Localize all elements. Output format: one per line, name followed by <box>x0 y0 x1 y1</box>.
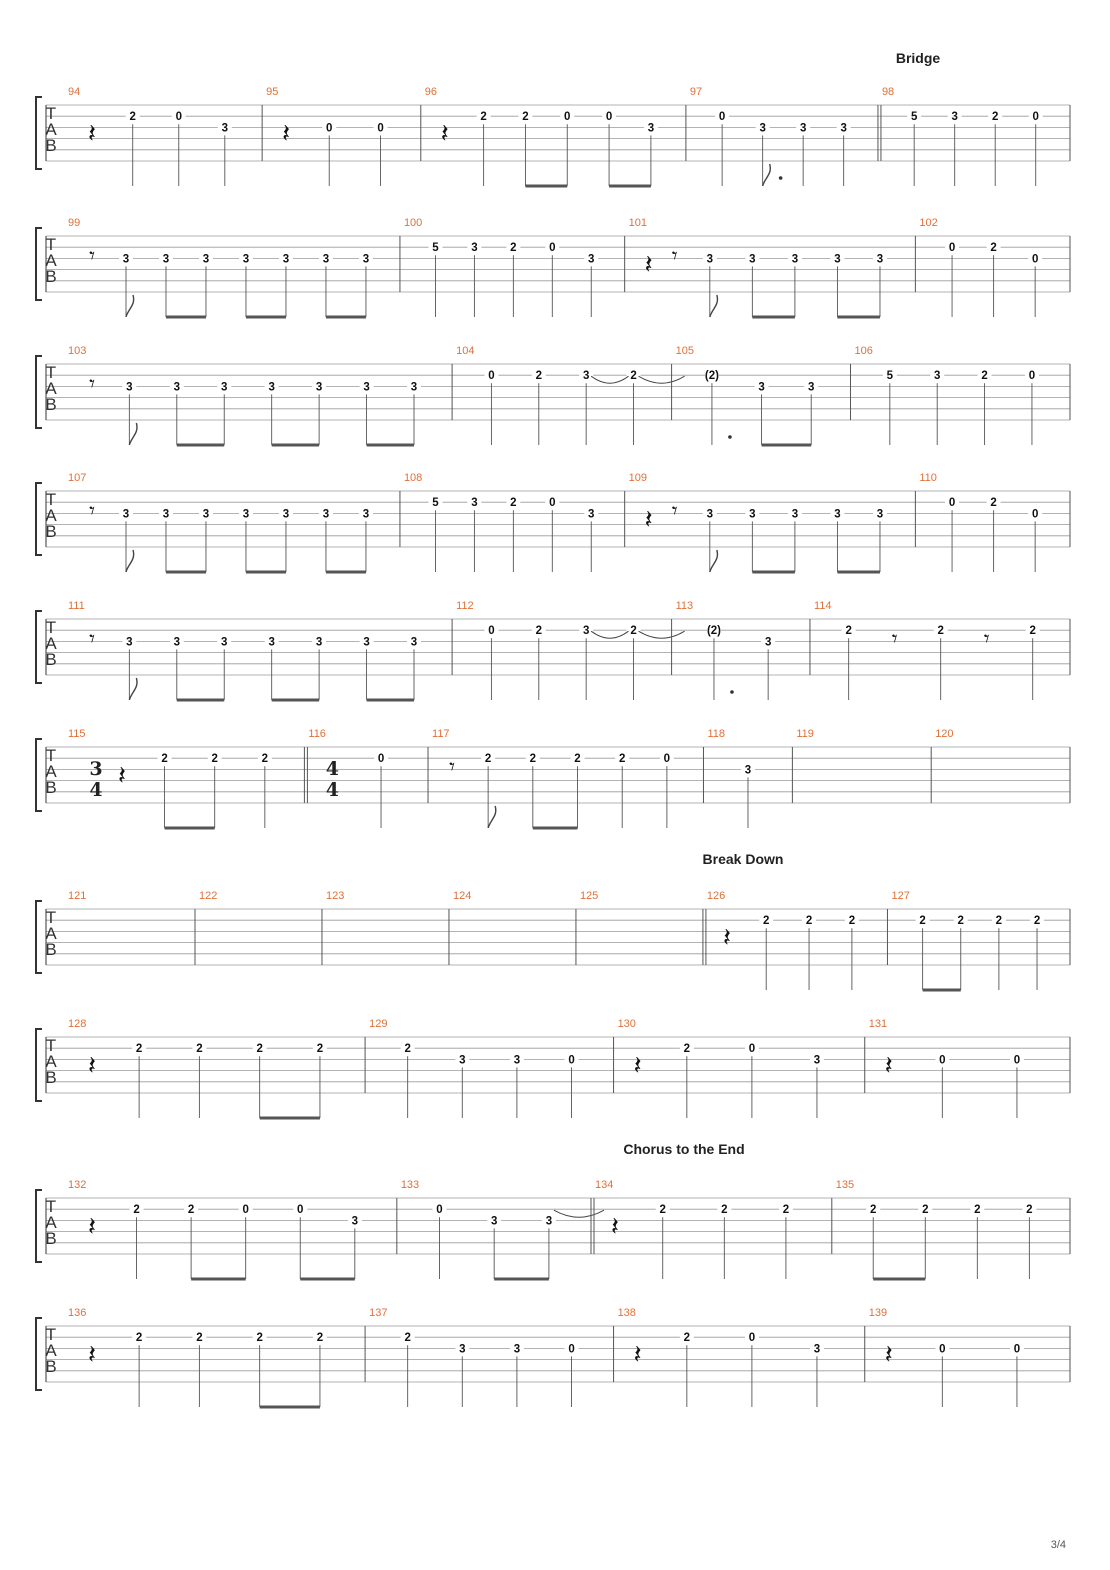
fret-number: 0 <box>663 753 671 766</box>
fret-number: 3 <box>221 636 228 649</box>
fret-number: 3 <box>513 1343 521 1356</box>
fret-number: 2 <box>129 111 136 124</box>
tab-clef-letter: A <box>45 379 57 398</box>
measure-number: 100 <box>403 217 423 229</box>
fret-number: 2 <box>845 625 852 638</box>
measure-number: 118 <box>707 728 726 740</box>
fret-number: 0 <box>605 111 613 124</box>
note-flag <box>129 423 137 445</box>
quarter-rest: 𝄽 <box>633 1340 642 1370</box>
fret-number: 2 <box>404 1043 411 1056</box>
measure-number: 98 <box>881 86 895 98</box>
measure-number: 136 <box>68 1307 87 1319</box>
fret-number: 0 <box>1028 370 1036 383</box>
tab-clef-letter: B <box>45 940 57 959</box>
eighth-rest: 𝄾 <box>983 627 990 652</box>
note-flag <box>710 550 718 572</box>
quarter-rest: 𝄽 <box>722 923 731 953</box>
fret-number: 2 <box>484 753 492 766</box>
fret-number: 3 <box>758 381 765 394</box>
fret-number: 0 <box>1031 508 1039 521</box>
fret-number: 2 <box>957 915 964 928</box>
fret-number: 0 <box>297 1204 304 1217</box>
fret-number: 0 <box>377 753 385 766</box>
quarter-rest: 𝄽 <box>884 1340 893 1370</box>
tab-clef-letter: A <box>45 924 57 943</box>
fret-number: 2 <box>782 1204 790 1217</box>
fret-number: 3 <box>791 253 799 266</box>
measure-number: 103 <box>68 345 87 357</box>
note-flag <box>126 550 134 572</box>
system-bracket <box>36 97 42 169</box>
fret-number: 5 <box>432 242 439 255</box>
fret-number: 3 <box>951 111 958 124</box>
fret-number: 2 <box>922 1204 929 1217</box>
fret-number: 3 <box>840 122 847 135</box>
eighth-rest: 𝄾 <box>671 499 678 524</box>
fret-number: 3 <box>122 508 130 521</box>
fret-number: 3 <box>834 508 841 521</box>
quarter-rest: 𝄽 <box>88 1340 96 1370</box>
quarter-rest: 𝄽 <box>118 761 126 791</box>
fret-number: 2 <box>870 1204 877 1217</box>
fret-number: 3 <box>799 122 807 135</box>
measure-number: 135 <box>835 1179 855 1191</box>
tab-clef-letter: B <box>45 1068 57 1087</box>
fret-number: 2 <box>1033 915 1041 928</box>
eighth-rest: 𝄾 <box>89 372 95 397</box>
fret-number: 5 <box>886 370 894 383</box>
fret-number: 2 <box>522 111 529 124</box>
measure-number: 97 <box>689 86 703 98</box>
measure-number: 123 <box>325 890 345 902</box>
fret-number: 3 <box>362 508 370 521</box>
fret-number: 0 <box>488 625 495 638</box>
fret-number: 0 <box>1013 1054 1021 1067</box>
fret-number: 0 <box>939 1054 946 1067</box>
fret-number: 3 <box>471 497 478 510</box>
fret-number: (2) <box>706 625 722 638</box>
fret-number: 3 <box>808 381 815 394</box>
quarter-rest: 𝄽 <box>611 1212 619 1242</box>
tab-clef-letter: T <box>45 1197 57 1216</box>
fret-number: 0 <box>1032 111 1039 124</box>
measure-number: 96 <box>424 86 438 98</box>
fret-number: 3 <box>221 122 229 135</box>
eighth-rest: 𝄾 <box>671 244 678 269</box>
tab-clef-letter: B <box>45 267 57 286</box>
quarter-rest: 𝄽 <box>440 119 449 149</box>
fret-number: 0 <box>718 111 726 124</box>
tab-clef-letter: T <box>45 1325 57 1344</box>
tab-clef-letter: A <box>45 1052 57 1071</box>
fret-number: 3 <box>759 122 766 135</box>
fret-number: 0 <box>948 497 956 510</box>
fret-number: 2 <box>135 1043 143 1056</box>
quarter-rest: 𝄽 <box>88 1051 96 1081</box>
fret-number: 3 <box>876 508 884 521</box>
measure-number: 133 <box>400 1179 420 1191</box>
fret-number: 2 <box>990 497 997 510</box>
fret-number: 2 <box>630 370 637 383</box>
quarter-rest: 𝄽 <box>644 250 653 280</box>
fret-number: 2 <box>196 1043 203 1056</box>
fret-number: 2 <box>510 242 517 255</box>
note-flag <box>488 806 496 828</box>
system-bracket <box>36 1029 42 1101</box>
tab-clef-letter: A <box>45 120 57 139</box>
fret-number: 2 <box>261 753 269 766</box>
fret-number: 3 <box>933 370 941 383</box>
fret-number: (2) <box>704 370 719 383</box>
fret-number: 3 <box>362 253 370 266</box>
fret-number: 2 <box>618 753 626 766</box>
tab-clef-letter: T <box>45 490 57 509</box>
fret-number: 3 <box>315 381 323 394</box>
note-flag <box>126 295 134 317</box>
fret-number: 3 <box>282 508 290 521</box>
fret-number: 2 <box>404 1332 411 1345</box>
time-signature: 4 <box>325 779 340 801</box>
time-signature: 3 <box>89 758 103 780</box>
fret-number: 0 <box>1013 1343 1021 1356</box>
measure-number: 99 <box>68 217 81 229</box>
fret-number: 2 <box>848 915 856 928</box>
fret-number: 2 <box>187 1204 195 1217</box>
fret-number: 3 <box>162 508 170 521</box>
fret-number: 2 <box>574 753 581 766</box>
fret-number: 2 <box>161 753 168 766</box>
fret-number: 2 <box>316 1332 324 1345</box>
fret-number: 0 <box>326 122 333 135</box>
tab-clef-letter: T <box>45 104 57 123</box>
measure-number: 105 <box>675 345 694 357</box>
fret-number: 2 <box>683 1332 691 1345</box>
fret-number: 0 <box>549 242 556 255</box>
measure-number: 138 <box>617 1307 636 1319</box>
fret-number: 3 <box>813 1343 821 1356</box>
measure-number: 108 <box>403 472 423 484</box>
fret-number: 3 <box>471 242 478 255</box>
fret-number: 2 <box>990 242 997 255</box>
fret-number: 2 <box>316 1043 324 1056</box>
tab-clef-letter: B <box>45 650 57 669</box>
eighth-rest: 𝄾 <box>891 627 898 652</box>
fret-number: 5 <box>910 111 918 124</box>
fret-number: 2 <box>763 915 770 928</box>
note-flag <box>763 164 771 186</box>
tab-clef-letter: B <box>45 522 57 541</box>
time-signature: 4 <box>89 779 103 801</box>
fret-number: 0 <box>549 497 556 510</box>
fret-number: 3 <box>351 1215 359 1228</box>
measure-number: 102 <box>919 217 938 229</box>
measure-number: 106 <box>854 345 873 357</box>
measure-number: 107 <box>68 472 87 484</box>
measure-number: 129 <box>369 1018 388 1030</box>
tab-clef-letter: T <box>45 235 57 254</box>
fret-number: 3 <box>459 1343 466 1356</box>
system-bracket <box>36 356 42 428</box>
fret-number: 2 <box>721 1204 728 1217</box>
fret-number: 3 <box>834 253 841 266</box>
fret-number: 3 <box>706 253 714 266</box>
fret-number: 3 <box>410 636 418 649</box>
fret-number: 3 <box>268 636 275 649</box>
quarter-rest: 𝄽 <box>88 119 96 149</box>
quarter-rest: 𝄽 <box>884 1051 893 1081</box>
fret-number: 3 <box>876 253 884 266</box>
measure-number: 122 <box>198 890 218 902</box>
quarter-rest: 𝄽 <box>282 119 291 149</box>
fret-number: 2 <box>535 625 542 638</box>
fret-number: 3 <box>749 508 756 521</box>
tab-clef-letter: B <box>45 1229 57 1248</box>
fret-number: 3 <box>202 508 210 521</box>
fret-number: 3 <box>162 253 170 266</box>
dotted-note <box>728 435 732 439</box>
fret-number: 3 <box>706 508 714 521</box>
measure-number: 120 <box>935 728 954 740</box>
time-signature: 4 <box>325 758 340 780</box>
fret-number: 2 <box>211 753 218 766</box>
tie <box>639 631 685 638</box>
fret-number: 2 <box>630 625 637 638</box>
system-bracket <box>36 228 42 300</box>
fret-number: 3 <box>173 381 180 394</box>
eighth-rest: 𝄾 <box>89 627 95 652</box>
tab-clef-letter: T <box>45 1036 57 1055</box>
tie <box>639 376 685 383</box>
measure-number: 137 <box>369 1307 388 1319</box>
tab-clef-letter: A <box>45 506 57 525</box>
fret-number: 0 <box>748 1043 756 1056</box>
measure-number: 121 <box>68 890 87 902</box>
fret-number: 3 <box>268 381 275 394</box>
fret-number: 3 <box>173 636 180 649</box>
note-flag <box>129 678 137 700</box>
measure-number: 134 <box>595 1179 614 1191</box>
fret-number: 3 <box>490 1215 498 1228</box>
section-label: Chorus to the End <box>623 1141 745 1157</box>
eighth-rest: 𝄾 <box>449 755 455 780</box>
tab-clef-letter: B <box>45 136 57 155</box>
measure-number: 110 <box>919 472 937 484</box>
fret-number: 3 <box>322 253 330 266</box>
dotted-note <box>779 176 783 180</box>
fret-number: 0 <box>748 1332 756 1345</box>
fret-number: 0 <box>242 1204 249 1217</box>
fret-number: 0 <box>568 1054 575 1067</box>
section-label: Break Down <box>702 851 784 867</box>
fret-number: 3 <box>813 1054 821 1067</box>
measure-number: 125 <box>579 890 599 902</box>
measure-number: 101 <box>628 217 648 229</box>
tie <box>554 1210 604 1217</box>
fret-number: 3 <box>744 764 752 777</box>
fret-number: 0 <box>564 111 571 124</box>
fret-number: 2 <box>529 753 537 766</box>
fret-number: 2 <box>683 1043 691 1056</box>
system-bracket <box>36 611 42 683</box>
fret-number: 2 <box>937 625 944 638</box>
fret-number: 2 <box>480 111 487 124</box>
fret-number: 2 <box>256 1043 263 1056</box>
measure-number: 132 <box>68 1179 87 1191</box>
fret-number: 3 <box>126 381 133 394</box>
fret-number: 3 <box>221 381 228 394</box>
fret-number: 3 <box>126 636 133 649</box>
fret-number: 2 <box>1026 1204 1033 1217</box>
fret-number: 3 <box>459 1054 466 1067</box>
measure-number: 119 <box>796 728 814 740</box>
tie <box>591 631 628 638</box>
fret-number: 3 <box>582 370 590 383</box>
note-flag <box>710 295 718 317</box>
fret-number: 2 <box>981 370 988 383</box>
dotted-note <box>730 690 734 694</box>
measure-number: 128 <box>68 1018 87 1030</box>
tab-clef-letter: B <box>45 778 57 797</box>
measure-number: 127 <box>891 890 910 902</box>
fret-number: 3 <box>282 253 290 266</box>
fret-number: 3 <box>315 636 323 649</box>
fret-number: 3 <box>791 508 799 521</box>
quarter-rest: 𝄽 <box>633 1051 642 1081</box>
measure-number: 130 <box>617 1018 636 1030</box>
measure-number: 113 <box>675 600 694 612</box>
quarter-rest: 𝄽 <box>644 505 653 535</box>
tab-clef-letter: A <box>45 251 57 270</box>
measure-number: 95 <box>266 86 279 98</box>
fret-number: 3 <box>363 636 370 649</box>
tab-clef-letter: A <box>45 762 57 781</box>
fret-number: 2 <box>510 497 517 510</box>
fret-number: 3 <box>513 1054 521 1067</box>
fret-number: 2 <box>919 915 926 928</box>
measure-number: 111 <box>68 600 85 612</box>
fret-number: 3 <box>322 508 330 521</box>
fret-number: 2 <box>805 915 813 928</box>
fret-number: 2 <box>1029 625 1036 638</box>
measure-number: 116 <box>308 728 326 740</box>
system-bracket <box>36 483 42 555</box>
fret-number: 3 <box>582 625 590 638</box>
tab-clef-letter: B <box>45 395 57 414</box>
fret-number: 2 <box>992 111 999 124</box>
tab-clef-letter: T <box>45 618 57 637</box>
fret-number: 0 <box>175 111 182 124</box>
eighth-rest: 𝄾 <box>89 499 95 524</box>
fret-number: 2 <box>535 370 542 383</box>
fret-number: 3 <box>545 1215 553 1228</box>
measure-number: 115 <box>68 728 86 740</box>
fret-number: 3 <box>410 381 418 394</box>
eighth-rest: 𝄾 <box>89 244 95 269</box>
measure-number: 126 <box>706 890 726 902</box>
fret-number: 0 <box>436 1204 443 1217</box>
measure-number: 109 <box>628 472 648 484</box>
measure-number: 104 <box>456 345 475 357</box>
system-bracket <box>36 1190 42 1262</box>
system-bracket <box>36 901 42 973</box>
tab-clef-letter: T <box>45 363 57 382</box>
fret-number: 3 <box>202 253 210 266</box>
tab-clef-letter: A <box>45 634 57 653</box>
section-label: Bridge <box>895 50 941 66</box>
fret-number: 3 <box>242 508 250 521</box>
fret-number: 0 <box>948 242 956 255</box>
fret-number: 0 <box>377 122 384 135</box>
fret-number: 3 <box>122 253 130 266</box>
tab-clef-letter: A <box>45 1213 57 1232</box>
fret-number: 2 <box>135 1332 143 1345</box>
fret-number: 5 <box>432 497 439 510</box>
measure-number: 124 <box>452 890 472 902</box>
fret-number: 2 <box>196 1332 203 1345</box>
fret-number: 3 <box>588 253 595 266</box>
tab-clef-letter: T <box>45 908 57 927</box>
fret-number: 3 <box>363 381 370 394</box>
quarter-rest: 𝄽 <box>88 1212 96 1242</box>
tie <box>591 376 628 383</box>
fret-number: 3 <box>588 508 595 521</box>
fret-number: 2 <box>974 1204 981 1217</box>
page-number: 3/4 <box>1050 1539 1066 1551</box>
measure-number: 112 <box>456 600 474 612</box>
fret-number: 2 <box>659 1204 666 1217</box>
fret-number: 3 <box>242 253 250 266</box>
fret-number: 2 <box>133 1204 140 1217</box>
measure-number: 139 <box>868 1307 888 1319</box>
measure-number: 131 <box>868 1018 888 1030</box>
fret-number: 2 <box>995 915 1003 928</box>
measure-number: 114 <box>813 600 832 612</box>
fret-number: 0 <box>488 370 495 383</box>
fret-number: 3 <box>647 122 655 135</box>
fret-number: 3 <box>749 253 756 266</box>
system-bracket <box>36 739 42 811</box>
fret-number: 0 <box>939 1343 946 1356</box>
system-bracket <box>36 1318 42 1390</box>
tab-clef-letter: A <box>45 1341 57 1360</box>
fret-number: 3 <box>764 636 772 649</box>
fret-number: 2 <box>256 1332 263 1345</box>
measure-number: 117 <box>432 728 450 740</box>
fret-number: 0 <box>568 1343 575 1356</box>
tab-clef-letter: B <box>45 1357 57 1376</box>
fret-number: 0 <box>1031 253 1039 266</box>
measure-number: 94 <box>68 86 81 98</box>
tab-clef-letter: T <box>45 746 57 765</box>
